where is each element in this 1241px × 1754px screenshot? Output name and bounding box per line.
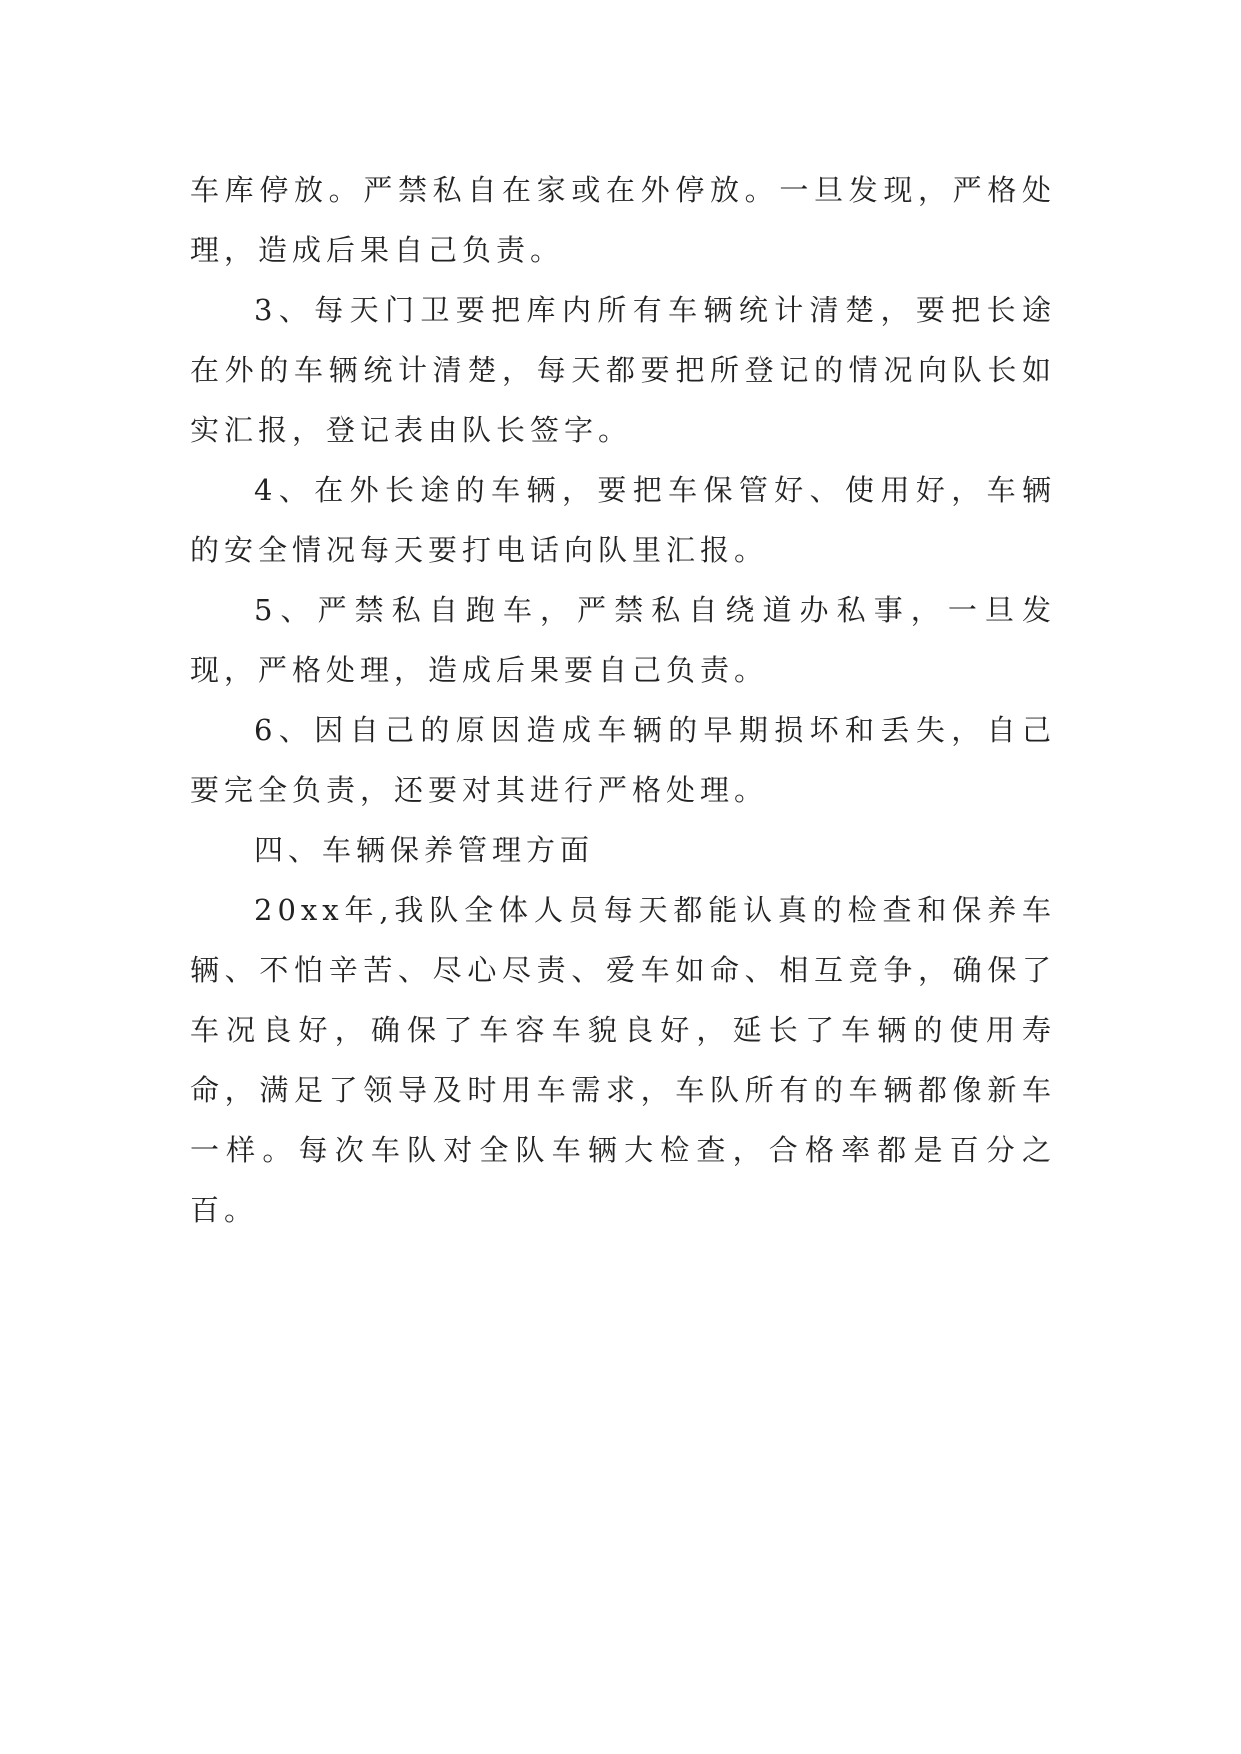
- paragraph-item-5: 5、严禁私自跑车，严禁私自绕道办私事，一旦发现，严格处理，造成后果要自己负责。: [190, 593, 1056, 687]
- document-body: [190, 160, 1056, 1240]
- section-heading-maintenance: 四、车辆保养管理方面: [254, 833, 595, 867]
- paragraph-item-6: 6、因自己的原因造成车辆的早期损坏和丢失，自己要完全负责，还要对其进行严格处理。: [190, 713, 1056, 807]
- paragraph-parking-rules: 车库停放。严禁私自在家或在外停放。一旦发现，严格处理，造成后果自己负责。: [190, 173, 1056, 267]
- paragraph-item-3: 3、每天门卫要把库内所有车辆统计清楚，要把长途在外的车辆统计清楚，每天都要把所登记的情况向队长如实汇报，登记表由队长签字。: [190, 293, 1056, 447]
- paragraph-item-4: 4、在外长途的车辆，要把车保管好、使用好，车辆的安全情况每天要打电话向队里汇报。: [190, 473, 1056, 567]
- paragraph-maintenance-summary: 20xx年,我队全体人员每天都能认真的检查和保养车辆、不怕辛苦、尽心尽责、爱车如命、相互竞争，确保了车况良好，确保了车容车貌良好，延长了车辆的使用寿命，满足了领导及时用车需求，车队所有的车辆都像新车一样。每次车队对全队车辆大检查，合格率都是百分之百。: [190, 893, 1056, 1227]
